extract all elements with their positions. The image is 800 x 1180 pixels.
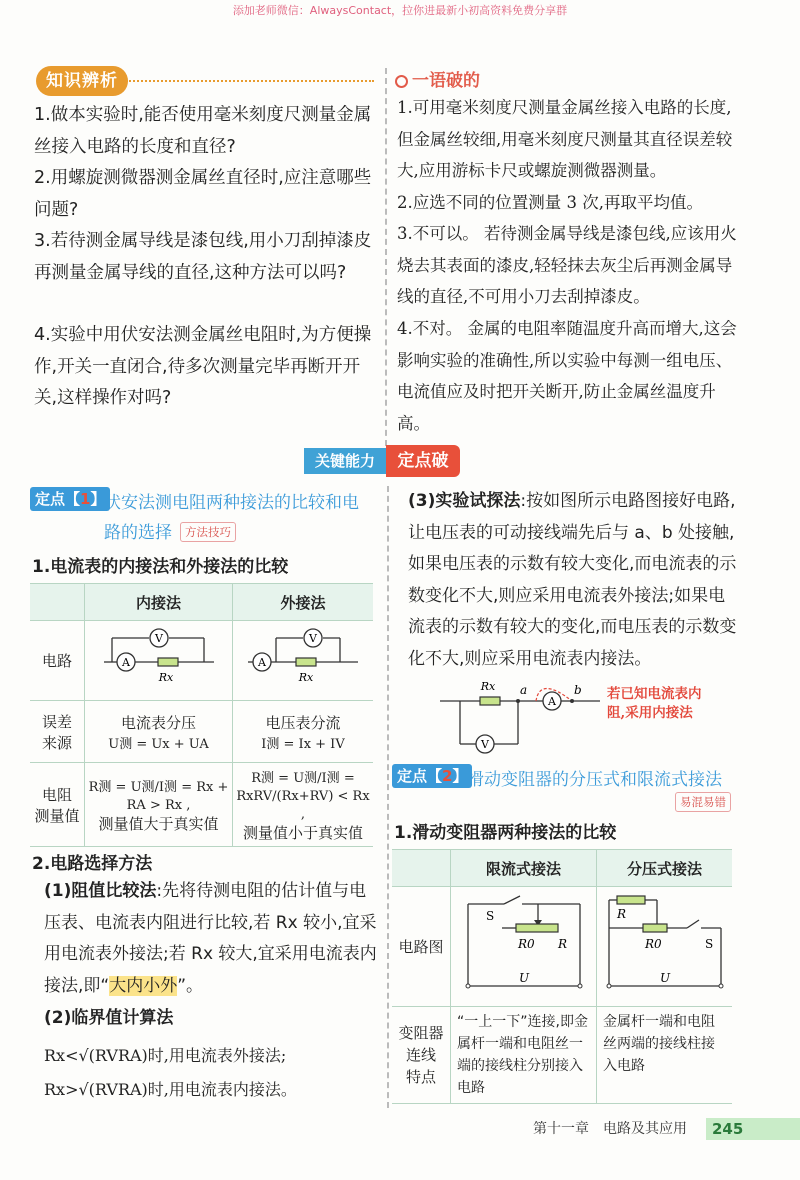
page-number: 245 [706, 1118, 800, 1140]
trial-ammeter-label: A [548, 695, 556, 708]
table1-row-error: 误差 来源 [30, 701, 85, 763]
question-4: 4.实验中用伏安法测金属丝电阻时,为方便操作,开关一直闭合,待多次测量完毕再断开开关,这样操作对吗? [34, 325, 372, 408]
answer-4: 4.不对。 金属的电阻率随温度升高而增大,这会影响实验的准确性,所以实验中每测一组电压、电流值应及时把开关断开,防止金属丝温度升高。 [397, 319, 737, 433]
point2-tip: 易混易错 [675, 792, 731, 812]
column-divider-bottom [387, 486, 389, 1108]
column-divider-top [385, 68, 387, 456]
trial-note: 若已知电流表内阻,采用内接法 [607, 686, 702, 721]
divide-u-label: U [659, 970, 670, 985]
table2-row-connection: 变阻器 连线 特点 [392, 1007, 451, 1104]
outer-rx-label: Rx [298, 670, 314, 684]
outer-voltmeter-label: V [309, 631, 317, 645]
trial-paragraph: (3)实验试探法:按如图所示电路图接好电路,让电压表的可动接线端先后与 a、b 处接触,如果电压表的示数有较大变化,而电流表的示数变化不大,则应采用电流表外接法;如果电流表的示数有较大的变化,而电压表的示数变化不大,则应采用电流表内接法。 [408, 491, 737, 669]
trial-voltmeter-label: V [481, 738, 489, 751]
table1-corner [30, 584, 85, 621]
limit-r0-label: R0 [517, 936, 535, 951]
limit-circuit-diagram [458, 890, 590, 1000]
table-ammeter-compare [30, 583, 373, 847]
limit-circuit-cell [451, 887, 597, 1007]
point1-badge: 定点【1】 [30, 487, 110, 511]
method1-paragraph: (1)阻值比较法:先将待测电阻的估计值与电压表、电流表内阻进行比较,若 Rx 较小,宜采用电流表外接法;若 Rx 较大,宜采用电流表内接法,即“大内小外”。 [44, 881, 377, 996]
inner-ammeter-label: A [121, 655, 130, 669]
point1-section1: 1.电流表的内接法和外接法的比较 [32, 557, 289, 577]
divide-circuit-cell [597, 887, 733, 1007]
trial-rx-label: Rx [480, 680, 496, 693]
point1-section2: 2.电路选择方法 [32, 854, 153, 874]
target-icon [395, 75, 408, 88]
chapter-footer: 第十一章 电路及其应用 [533, 1121, 687, 1137]
divide-r-label: R [616, 906, 626, 921]
outer-error-cell: 电压表分流 I测 = Ix + IV [233, 701, 374, 763]
table2-corner [392, 850, 451, 887]
outer-measure-result: 测量值小于真实值 [242, 823, 363, 842]
outer-circuit-diagram [248, 624, 358, 694]
formula-inner: Rx>√(RVRA)时,用电流表内接法。 [44, 1080, 297, 1099]
inner-error-formula: U测 = Ux + UA [108, 736, 209, 752]
point2-badge: 定点【2】 [392, 764, 472, 788]
limit-u-label: U [518, 970, 529, 985]
divide-connection-cell: 金属杆一端和电阻丝两端的接线柱接入电路 [597, 1007, 733, 1104]
question-3: 3.若待测金属导线是漆包线,用小刀刮掉漆皮再测量金属导线的直径,这种方法可以吗? [34, 231, 372, 283]
point1-title-line2: 路的选择 [104, 523, 172, 543]
table1-row-measure: 电阻 测量值 [30, 763, 85, 847]
answers-title: 一语破的 [395, 66, 480, 91]
table1-row-circuit: 电路 [30, 621, 85, 701]
point1-tip: 方法技巧 [180, 522, 236, 542]
knowledge-divider [126, 80, 374, 82]
divide-s-label: S [704, 936, 713, 951]
outer-circuit-cell [233, 621, 374, 701]
point2-section1: 1.滑动变阻器两种接法的比较 [394, 823, 617, 843]
limit-connection-cell: “一上一下”连接,即金属杆一端和电阻丝一端的接线柱分别接入电路 [451, 1007, 597, 1104]
inner-rx-label: Rx [158, 670, 173, 684]
outer-measure-formula: R测 = U测/I测 = RxRV/(Rx+RV) < Rx , [236, 770, 370, 822]
answer-1: 1.可用毫米刻度尺测量金属丝接入电路的长度,但金属丝较细,用毫米刻度尺测量其直径误差较大,应用游标卡尺或螺旋测微器测量。 [397, 98, 733, 180]
table1-col-inner: 内接法 [85, 584, 233, 621]
outer-error-formula: I测 = Ix + IV [261, 736, 345, 752]
inner-measure-cell [85, 763, 233, 847]
table2-row-circuit: 电路图 [392, 887, 451, 1007]
limit-r-label: R [557, 936, 567, 951]
knowledge-tag: 知识辨析 [36, 66, 128, 96]
answer-3: 3.不可以。 若待测金属导线是漆包线,应该用火烧去其表面的漆皮,轻轻抹去灰尘后再测金属导线的直径,不可用小刀去刮掉漆皮。 [397, 224, 737, 306]
outer-measure-cell [233, 763, 374, 847]
outer-ammeter-label: A [258, 655, 266, 669]
trial-b-label: b [574, 683, 582, 697]
inner-voltmeter-label: V [154, 631, 163, 645]
inner-error-cell: 电流表分压 U测 = Ux + UA [85, 701, 233, 763]
method2-head: (2)临界值计算法 [44, 1008, 174, 1028]
divide-r0-label: R0 [644, 936, 662, 951]
divide-circuit-diagram [599, 890, 731, 1000]
answer-2: 2.应选不同的位置测量 3 次,再取平均值。 [397, 193, 703, 212]
point2-title: 滑动变阻器的分压式和限流式接法 [467, 770, 722, 790]
trial-a-label: a [520, 683, 528, 697]
method1-highlight: 大内小外 [109, 975, 178, 996]
inner-measure-result: 测量值大于真实值 [98, 814, 219, 833]
watermark: 添加老师微信：AlwaysContact，拉你进最新小初高资料免费分享群 [232, 4, 568, 17]
limit-s-label: S [485, 908, 494, 923]
inner-circuit-cell [85, 621, 233, 701]
table-rheostat-compare [392, 849, 732, 1104]
point1-title-line1: 伏安法测电阻两种接法的比较和电 [104, 493, 359, 513]
formula-outer: Rx<√(RVRA)时,用电流表外接法; [44, 1046, 287, 1065]
table1-col-outer: 外接法 [233, 584, 374, 621]
banner-left: 关键能力 [304, 448, 386, 474]
table2-col-limit: 限流式接法 [451, 850, 597, 887]
inner-circuit-diagram [104, 624, 214, 694]
question-1: 1.做本实验时,能否使用毫米刻度尺测量金属丝接入电路的长度和直径? [34, 105, 372, 157]
banner-right: 定点破 [386, 445, 460, 477]
inner-measure-formula: R测 = U测/I测 = Rx + RA > Rx , [88, 779, 229, 813]
table2-col-divide: 分压式接法 [597, 850, 733, 887]
question-2: 2.用螺旋测微器测金属丝直径时,应注意哪些问题? [34, 168, 372, 220]
